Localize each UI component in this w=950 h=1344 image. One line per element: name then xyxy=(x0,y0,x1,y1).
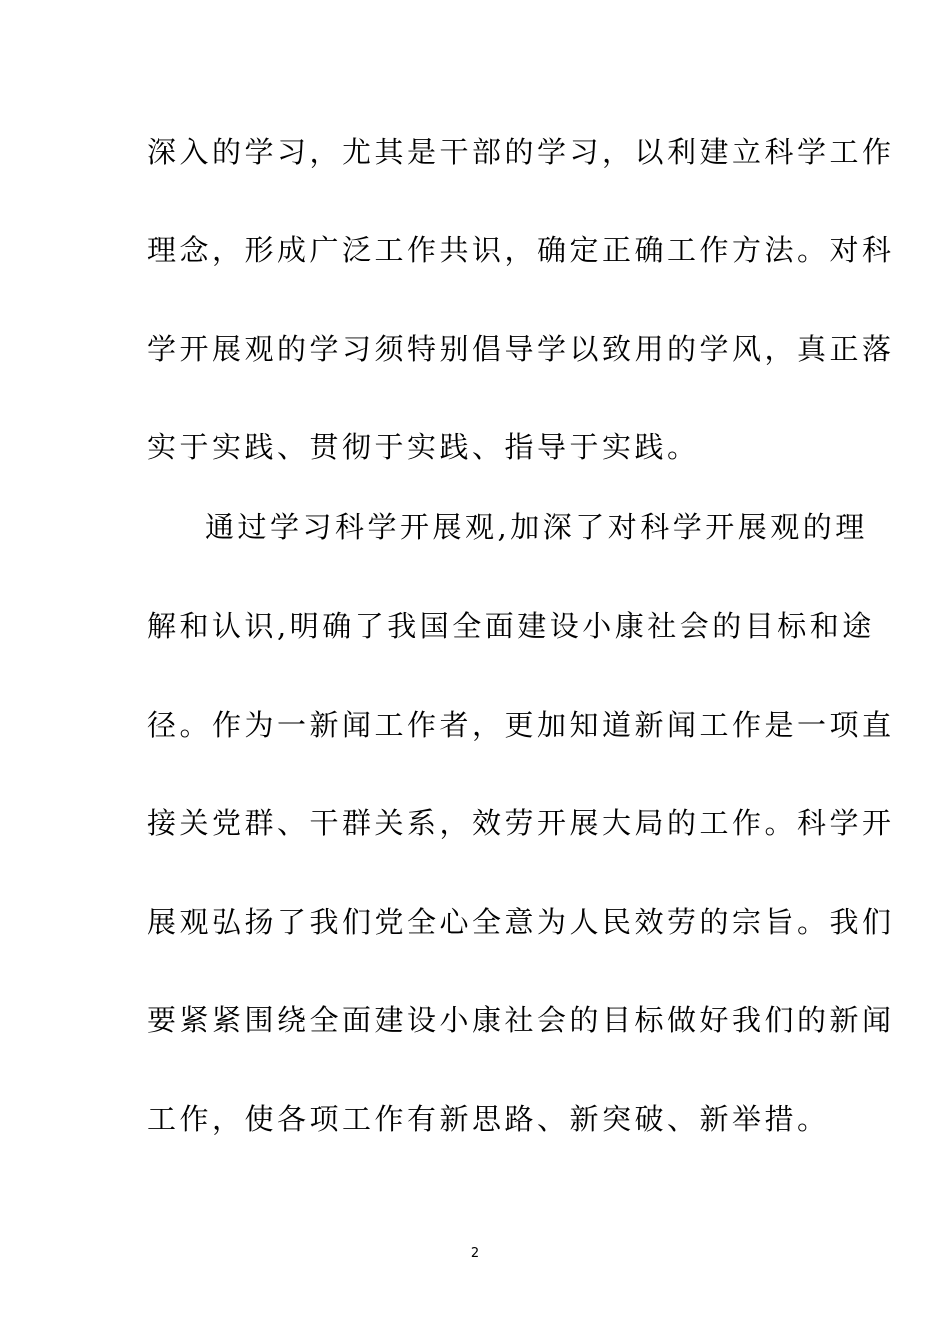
text-line: 学开展观的学习须特别倡导学以致用的学风，真正落 xyxy=(147,332,895,366)
paragraph-first-line: 通过学习科学开展观,加深了对科学开展观的理 xyxy=(205,510,868,544)
text-line: 实于实践、贯彻于实践、指导于实践。 xyxy=(147,430,700,464)
text-line: 展观弘扬了我们党全心全意为人民效劳的宗旨。我们 xyxy=(147,905,895,939)
text-line: 解和认识,明确了我国全面建设小康社会的目标和途 xyxy=(147,609,875,643)
text-line: 要紧紧围绕全面建设小康社会的目标做好我们的新闻 xyxy=(147,1003,895,1037)
text-line: 接关党群、干群关系，效劳开展大局的工作。科学开 xyxy=(147,806,895,840)
text-line: 工作，使各项工作有新思路、新突破、新举措。 xyxy=(147,1102,830,1136)
text-line: 径。作为一新闻工作者，更加知道新闻工作是一项直 xyxy=(147,708,895,742)
page-number: 2 xyxy=(470,1246,480,1261)
text-line: 深入的学习，尤其是干部的学习，以利建立科学工作 xyxy=(147,135,895,169)
text-line: 理念，形成广泛工作共识，确定正确工作方法。对科 xyxy=(147,233,895,267)
